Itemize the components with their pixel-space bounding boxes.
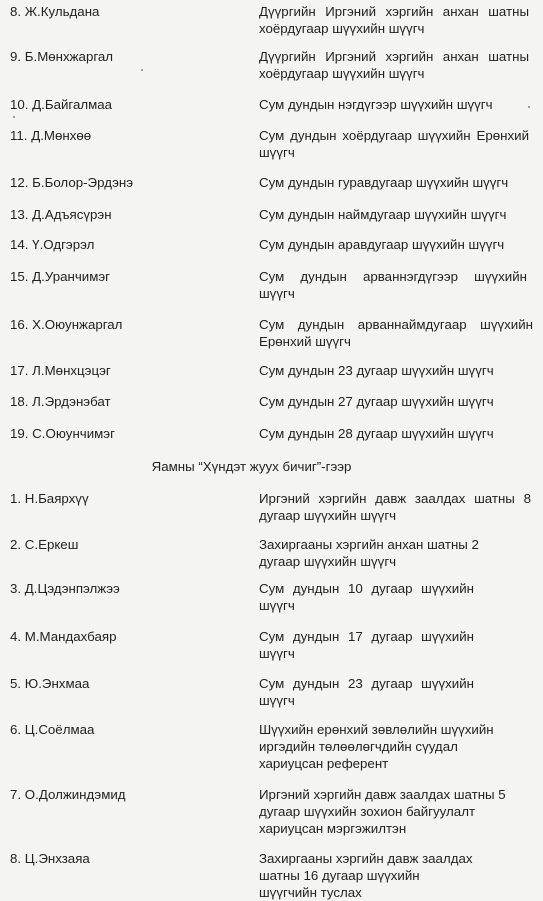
position-title: Сум дундын 10 дугаар шүүхийн шүүгч xyxy=(259,581,474,613)
position-title: Сум дундын 23 дугаар шүүхийн шүүгч xyxy=(259,676,474,708)
section-heading-text: Яамны “Хүндэт жуух бичиг”-гээр xyxy=(151,459,352,474)
position-title: Захиргааны хэргийн давж заалдах шатны 16 дугаар шүүхийн шүүгчийн туслах xyxy=(259,851,473,900)
scan-speck xyxy=(528,106,530,108)
position-title: Иргэний хэргийн давж заалдах шатны 5 дугаар шүүхийн зохион байгуулалт хариуцсан мэргэжилтэн xyxy=(259,787,506,836)
position-title: Сум дундын аравдугаар шүүхийн шүүгч xyxy=(259,237,505,252)
person-name: 18. Л.Эрдэнэбат xyxy=(10,394,111,409)
person-name: 1. Н.Баярхүү xyxy=(10,491,89,506)
scan-speck xyxy=(13,116,15,118)
position-title: Сум дундын 17 дугаар шүүхийн шүүгч xyxy=(259,629,474,661)
person-name: 9. Б.Мөнхжаргал xyxy=(10,49,114,64)
position-title: Сум дундын арваннаймдугаар шүүхийн Ерөнхий шүүгч xyxy=(259,317,533,349)
person-name: 11. Д.Мөнхөө xyxy=(10,128,92,143)
position-title: Шүүхийн ерөнхий зөвлөлийн шүүхийн иргэдийн төлөөлөгчдийн сүудал хариуцсан референт xyxy=(259,722,494,771)
person-name: 5. Ю.Энхмаа xyxy=(10,676,90,691)
person-name: 4. М.Мандахбаяр xyxy=(10,629,117,644)
position-title: Сум дундын нэгдүгээр шүүхийн шүүгч xyxy=(259,97,493,112)
person-name: 15. Д.Уранчимэг xyxy=(10,269,110,284)
person-name: 16. Х.Оюунжаргал xyxy=(10,317,123,332)
position-title: Сум дундын наймдугаар шүүхийн шүүгч xyxy=(259,207,507,222)
person-name: 8. Ц.Энхзаяа xyxy=(10,851,90,866)
person-name: 17. Л.Мөнхцэцэг xyxy=(10,363,111,378)
position-title: Сум дундын арваннэгдүгээр шүүхийн шүүгч xyxy=(259,269,527,301)
position-title: Сум дундын 27 дугаар шүүхийн шүүгч xyxy=(259,394,494,409)
position-title: Захиргааны хэргийн анхан шатны 2 дугаар шүүхийн шүүгч xyxy=(259,537,479,569)
position-title: Иргэний хэргийн давж заалдах шатны 8 дугаар шүүхийн шүүгч xyxy=(259,491,531,523)
person-name: 10. Д.Байгалмаа xyxy=(10,97,113,112)
person-name: 3. Д.Цэдэнпэлжээ xyxy=(10,581,120,596)
person-name: 12. Б.Болор-Эрдэнэ xyxy=(10,175,134,190)
position-title: Сум дундын хоёрдугаар шүүхийн Ерөнхий шүүгч xyxy=(259,128,529,160)
person-name: 8. Ж.Кульдана xyxy=(10,4,100,19)
scan-speck xyxy=(141,69,143,71)
person-name: 19. С.Оюунчимэг xyxy=(10,426,115,441)
position-title: Сум дундын 28 дугаар шүүхийн шүүгч xyxy=(259,426,494,441)
person-name: 6. Ц.Соёлмаа xyxy=(10,722,95,737)
position-title: Сум дундын 23 дугаар шүүхийн шүүгч xyxy=(259,363,494,378)
position-title: Дүүргийн Иргэний хэргийн анхан шатны хоёрдугаар шүүхийн шүүгч xyxy=(259,4,529,36)
person-name: 2. С.Еркеш xyxy=(10,537,79,552)
person-name: 13. Д.Адъясүрэн xyxy=(10,207,112,222)
person-name: 7. О.Должиндэмид xyxy=(10,787,126,802)
section-heading xyxy=(0,459,543,474)
position-title: Сум дундын гуравдугаар шүүхийн шүүгч xyxy=(259,175,509,190)
position-title: Дүүргийн Иргэний хэргийн анхан шатны хоёрдугаар шүүхийн шүүгч xyxy=(259,49,529,81)
person-name: 14. Ү.Одгэрэл xyxy=(10,237,95,252)
